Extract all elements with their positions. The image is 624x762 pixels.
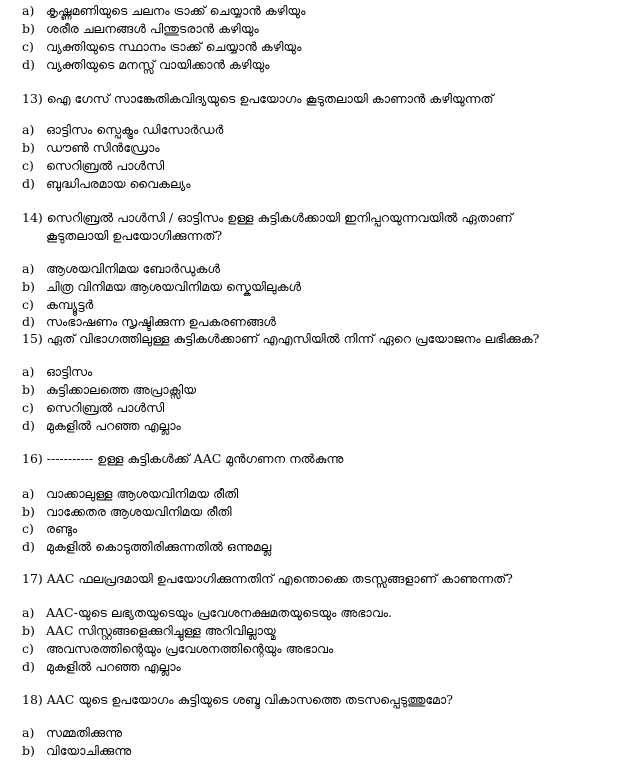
option-letter: b) [22,382,35,397]
option-letter: a) [22,364,35,379]
question-13: 13) ഐ ഗേസ് സാങ്കേതികവിദ്യയുടെ ഉപയോഗം കൂടുതലായി കാണാൻ കഴിയുന്നത് [22,91,494,106]
option-letter: b) [22,743,35,758]
option-text: അവസരത്തിന്റെയും പ്രവേശനത്തിന്റെയും അഭാവം [46,641,334,656]
option-line [22,725,122,741]
option-text: കമ്പ്യൂട്ടർ [46,297,94,312]
option-line [22,539,271,555]
option-text: വ്യക്തിയുടെ മനസ്സ് വായിക്കാൻ കഴിയും [46,57,270,72]
option-letter: d) [22,659,35,674]
option-letter: a) [22,261,35,276]
option-line [22,3,305,19]
option-letter: c) [22,39,34,54]
option-text: AAC-യുടെ ലഭ്യതയുടെയും പ്രവേശനക്ഷമതയുടെയും അഭാവം. [46,605,392,620]
option-text: മുകളിൽ കൊടുത്തിരിക്കുന്നതിൽ ഒന്നുമല്ല [46,539,272,554]
option-letter: c) [22,641,34,656]
question-15: 15) ഏത് വിഭാഗത്തിലുള്ള കുട്ടികൾക്കാണ് എഎസിയിൽ നിന്ന് ഏറെ പ്രയോജനം ലഭിക്കുക? [22,331,540,346]
option-text: കുട്ടിക്കാലത്തെ അപ്രാക്സിയ [46,382,197,397]
option-text: സമ്മതിക്കുന്നു [46,725,123,740]
option-letter: a) [22,3,35,18]
option-line [22,176,191,192]
option-text: ഓട്ടിസം സ്പെക്ട്രം ഡിസോർഡർ [46,122,224,137]
option-letter: b) [22,504,35,519]
option-letter: b) [22,21,35,36]
option-line [22,659,181,675]
option-text: മുകളിൽ പറഞ്ഞ എല്ലാം [46,659,181,674]
option-letter: b) [22,623,35,638]
question-18: 18) AAC യുടെ ഉപയോഗം കുട്ടിയുടെ ശബ്ദ വികാസത്തെ തടസപ്പെടുത്തുമോ? [22,692,453,707]
option-letter: d) [22,57,35,72]
option-text: വാക്കേതര ആശയവിനിമയ രീതി [46,504,232,519]
option-text: സെറിബ്രൽ പാൾസി [46,400,165,415]
option-line [22,641,333,657]
question-14-continued: കൂടുതലായി ഉപയോഗിക്കുന്നത്? [46,228,223,243]
option-text: സെറിബ്രൽ പാൾസി [46,158,165,173]
option-line [22,400,164,416]
option-letter: a) [22,486,35,501]
option-text: ബുദ്ധിപരമായ വൈകല്യം [46,176,191,191]
option-letter: c) [22,158,34,173]
option-text: മുകളിൽ പറഞ്ഞ എല്ലാം [46,418,181,433]
option-line [22,623,276,639]
option-line [22,743,131,759]
option-text: സംഭാഷണം സൃഷ്ടിക്കുന്ന ഉപകരണങ്ങൾ [46,314,276,329]
option-text: വാക്കാലുള്ള ആശയവിനിമയ രീതി [46,486,239,501]
option-text: ഓട്ടിസം [46,364,93,379]
option-text: ആശയവിനിമയ ബോർഡുകൾ [46,261,220,276]
option-letter: d) [22,314,35,329]
option-line [22,39,301,55]
option-text: വിയോചിക്കുന്നു [46,743,132,758]
option-line [22,504,232,520]
option-line [22,140,160,156]
option-text: ഡൗൺ സിൻഡ്രോം [46,140,160,155]
option-line [22,382,196,398]
option-letter: d) [22,176,35,191]
option-line [22,279,301,295]
option-line [22,21,259,37]
option-letter: a) [22,605,35,620]
option-line [22,418,181,434]
option-letter: b) [22,140,35,155]
option-line [22,158,164,174]
option-line [22,297,93,313]
question-17: 17) AAC ഫലപ്രദമായി ഉപയോഗിക്കുന്നതിന് എന്തൊക്കെ തടസ്സങ്ങളാണ് കാണുന്നത്? [22,571,513,586]
option-letter: a) [22,725,35,740]
option-letter: d) [22,539,35,554]
option-letter: a) [22,122,35,137]
option-letter: c) [22,297,34,312]
option-text: രണ്ടും [46,521,78,536]
option-line [22,261,220,277]
option-letter: d) [22,418,35,433]
option-letter: b) [22,279,35,294]
option-letter: c) [22,521,34,536]
option-line [22,122,223,138]
question-16: 16) ----------- ഉള്ള കുട്ടികൾക്ക് AAC മുൻഗണന നൽകുന്നു [22,451,344,466]
option-text: AAC സിസ്റ്റങ്ങളെക്കുറിച്ചുള്ള അറിവില്ലായ്മ [46,623,276,638]
option-line [22,486,238,502]
option-line [22,314,276,330]
option-line [22,57,270,73]
option-line [22,521,77,537]
option-text: കൃഷ്ണമണിയുടെ ചലനം ട്രാക്ക് ചെയ്യാൻ കഴിയും [46,3,306,18]
option-line [22,605,392,621]
option-text: ചിത്ര വിനിമയ ആശയവിനിമയ സ്കെയിലുകൾ [46,279,302,294]
option-text: വ്യക്തിയുടെ സ്ഥാനം ട്രാക്ക് ചെയ്യാൻ കഴിയും [46,39,302,54]
option-letter: c) [22,400,34,415]
option-line [22,364,92,380]
option-text: ശരീര ചലനങ്ങൾ പിന്തുടരാൻ കഴിയും [46,21,259,36]
question-14: 14) സെറിബ്രൽ പാൾസി / ഓട്ടിസം ഉള്ള കുട്ടികൾക്കായി ഇനിപ്പറയുന്നവയിൽ ഏതാണ് [22,210,513,225]
